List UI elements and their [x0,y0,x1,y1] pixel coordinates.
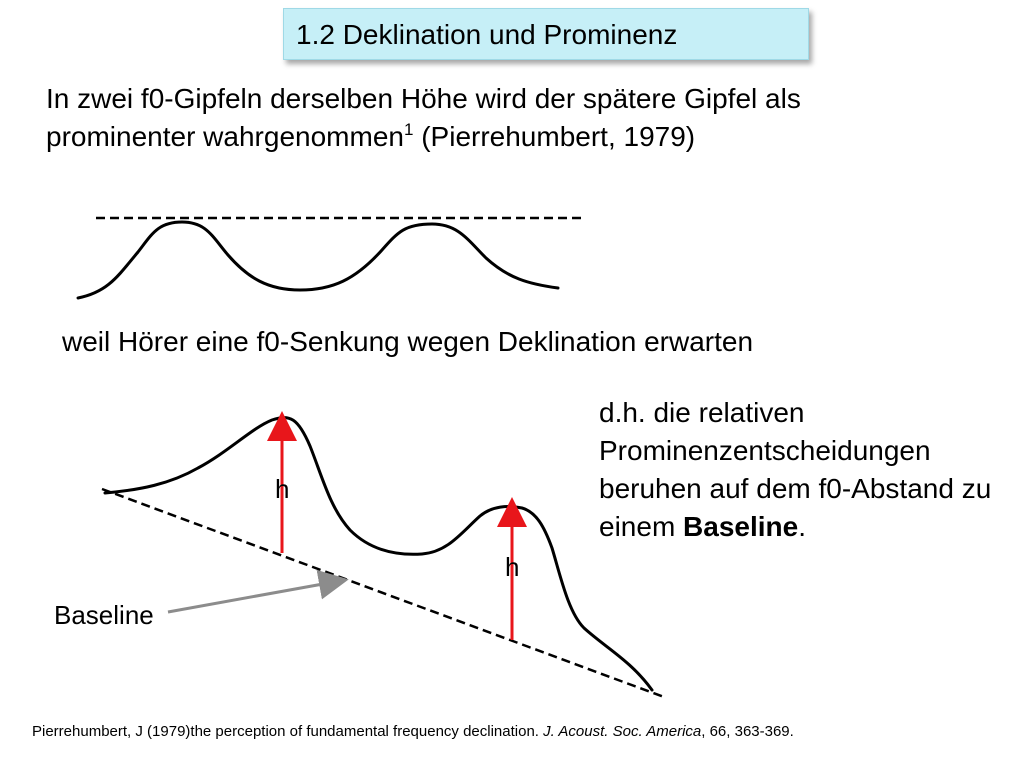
explanation-end: . [798,511,806,542]
h-label-first: h [275,474,290,504]
footnote-journal: J. Acoust. Soc. America [543,723,702,740]
equal-peaks-f0-curve [78,222,558,298]
baseline-pointer-arrow [168,582,334,612]
baseline-explanation [599,394,1009,546]
slide-title: 1.2 Deklination und Prominenz [296,19,678,50]
reference-footnote [32,722,794,742]
intro-text: In zwei f0-Gipfeln derselben Höhe wird der spätere Gipfel als prominenter wahrgenommen [46,83,801,152]
footnote-text: Pierrehumbert, J (1979)the perception of fundamental frequency declination. [32,723,544,740]
footnote-volume: , 66, 363-369. [701,723,794,740]
h-label-second: h [505,552,520,582]
footnote-marker: 1 [403,120,414,139]
baseline-dashed-line [102,489,664,697]
declination-f0-curve [105,418,652,690]
explanation-bold-term: Baseline [683,511,799,542]
baseline-label: Baseline [54,600,154,630]
explanation-text: d.h. die relativen Prominenzentscheidungen beruhen auf dem f0-Abstand zu einem [599,397,992,542]
declination-expectation-text: weil Hörer eine f0-Senkung wegen Deklination erwarten [62,326,754,357]
intro-citation: (Pierrehumbert, 1979) [413,121,696,152]
